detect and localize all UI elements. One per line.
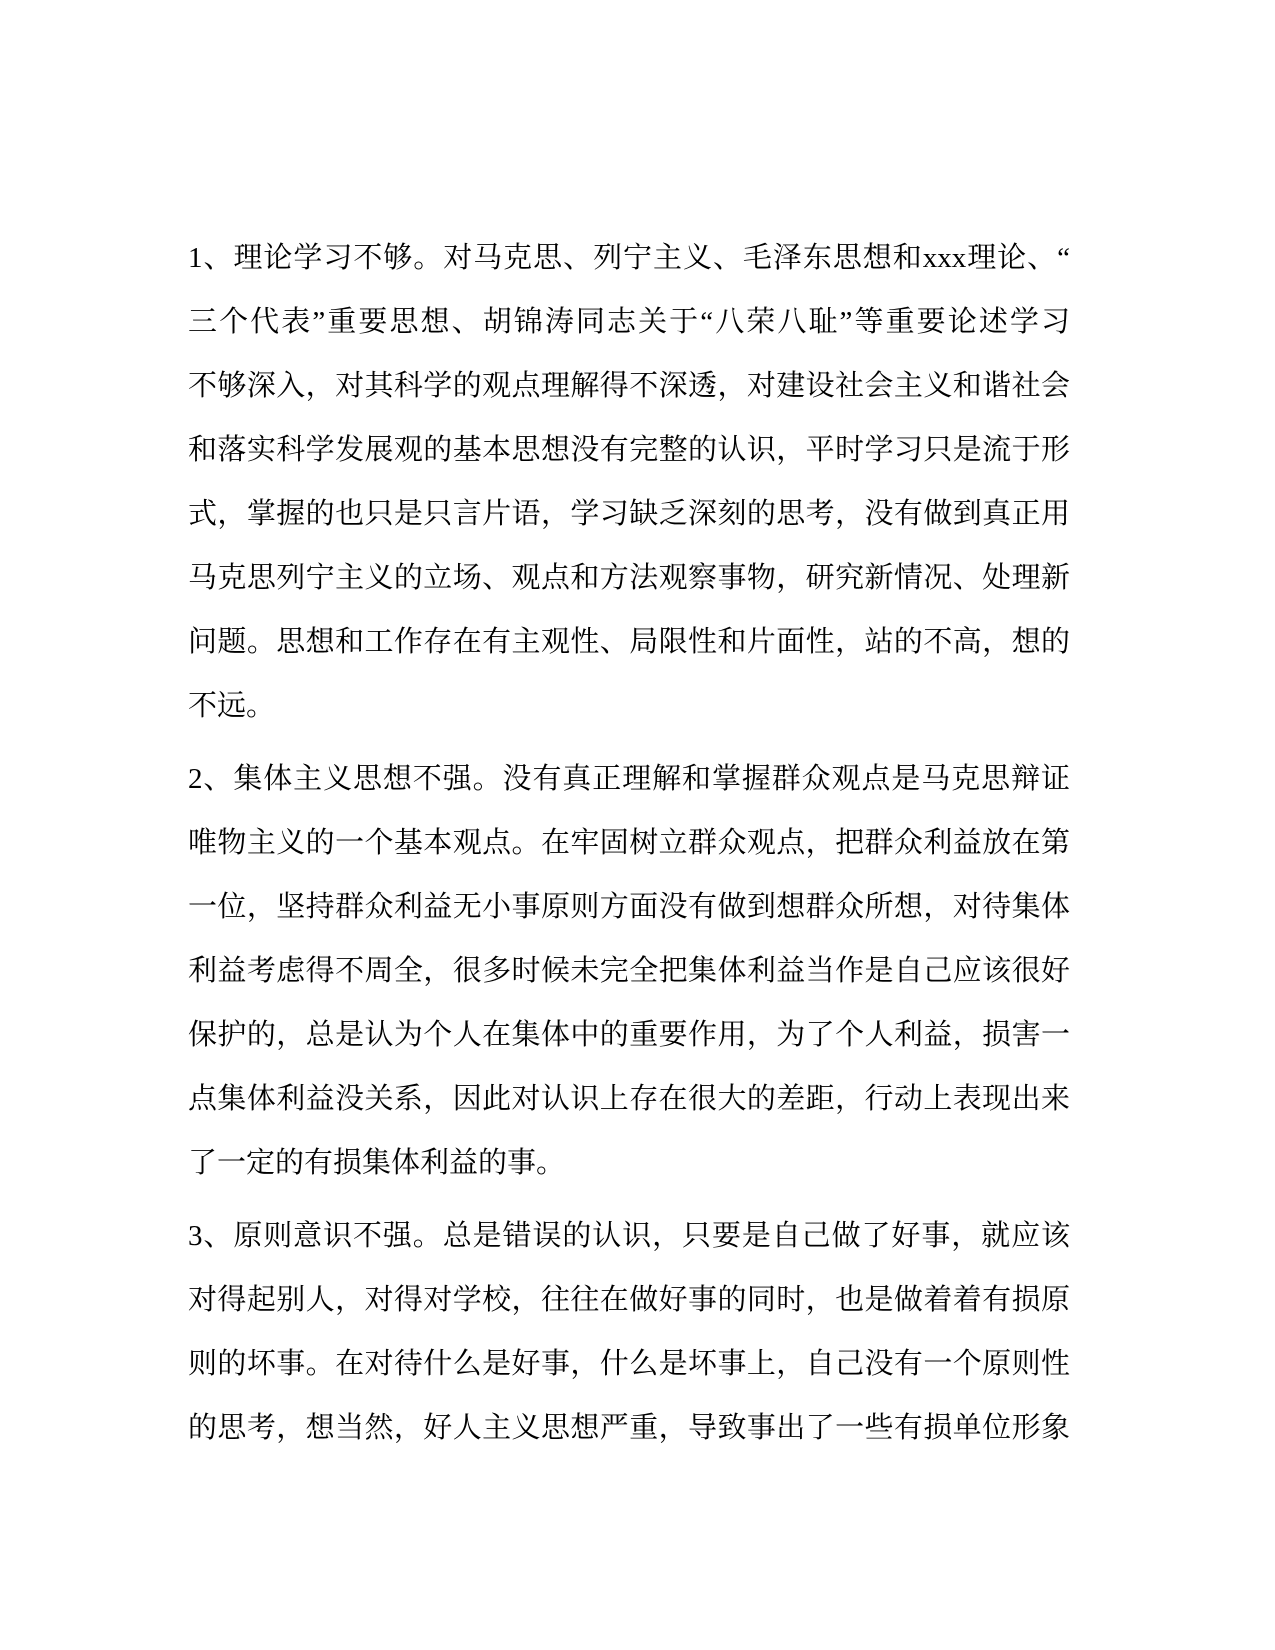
text-line: 点集体利益没关系，因此对认识上存在很大的差距，行动上表现出来 — [188, 1083, 1070, 1115]
text-line: 利益考虑得不周全，很多时候未完全把集体利益当作是自己应该很好 — [188, 955, 1070, 987]
text-line: 保护的，总是认为个人在集体中的重要作用，为了个人利益，损害一 — [188, 1019, 1070, 1051]
text-line: 唯物主义的一个基本观点。在牢固树立群众观点，把群众利益放在第 — [188, 827, 1070, 859]
text-line: 不远。 — [188, 690, 276, 722]
text-line: 则的坏事。在对待什么是好事，什么是坏事上，自己没有一个原则性 — [188, 1348, 1070, 1380]
paragraph-1 — [188, 226, 1070, 738]
text-line: 了一定的有损集体利益的事。 — [188, 1147, 566, 1179]
text-line: 一位，坚持群众利益无小事原则方面没有做到想群众所想，对待集体 — [188, 891, 1070, 923]
text-line: 和落实科学发展观的基本思想没有完整的认识，平时学习只是流于形 — [188, 434, 1070, 466]
text-line: 不够深入，对其科学的观点理解得不深透，对建设社会主义和谐社会 — [188, 370, 1070, 402]
text-line: 三个代表”重要思想、胡锦涛同志关于“八荣八耻”等重要论述学习 — [188, 306, 1070, 338]
document-body — [188, 226, 1070, 1469]
text-line: 问题。思想和工作存在有主观性、局限性和片面性，站的不高，想的 — [188, 626, 1070, 658]
paragraph-2 — [188, 747, 1070, 1195]
text-line: 马克思列宁主义的立场、观点和方法观察事物，研究新情况、处理新 — [188, 562, 1070, 594]
text-line: 对得起别人，对得对学校，往往在做好事的同时，也是做着着有损原 — [188, 1284, 1070, 1316]
text-line: 3、原则意识不强。总是错误的认识，只要是自己做了好事，就应该 — [188, 1220, 1070, 1252]
text-line: 2、集体主义思想不强。没有真正理解和掌握群众观点是马克思辩证 — [188, 763, 1070, 795]
text-line: 式，掌握的也只是只言片语，学习缺乏深刻的思考，没有做到真正用 — [188, 498, 1070, 530]
text-line: 的思考，想当然，好人主义思想严重，导致事出了一些有损单位形象 — [188, 1412, 1070, 1444]
text-line: 1、理论学习不够。对马克思、列宁主义、毛泽东思想和xxx理论、“ — [188, 242, 1070, 274]
paragraph-3 — [188, 1204, 1070, 1460]
